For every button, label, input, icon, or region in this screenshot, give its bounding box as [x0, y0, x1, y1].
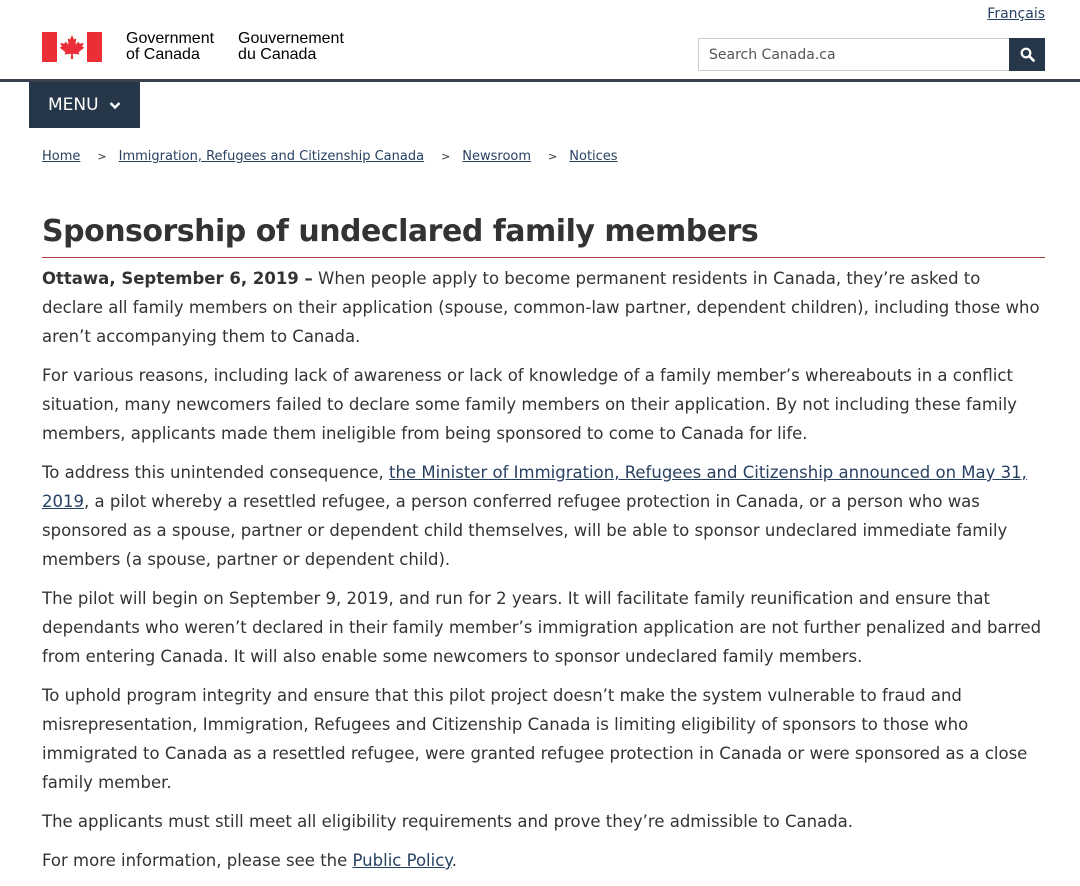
chevron-down-icon	[109, 101, 121, 110]
signature-english-line-2: of Canada	[126, 46, 200, 63]
paragraph-1	[42, 264, 1045, 351]
language-toggle-link[interactable]: Français	[987, 6, 1045, 22]
breadcrumb-home[interactable]: Home	[42, 149, 81, 164]
signature-english	[126, 31, 214, 63]
article-body	[42, 264, 1045, 885]
breadcrumb-notices[interactable]: Notices	[569, 149, 618, 164]
page-title: Sponsorship of undeclared family members	[42, 214, 759, 249]
paragraph-7-text-before: For more information, please see the	[42, 851, 353, 870]
breadcrumb	[42, 149, 618, 164]
paragraph-7-text-after: .	[451, 851, 457, 870]
dateline: Ottawa, September 6, 2019 –	[42, 269, 313, 288]
signature-french-line-2: du Canada	[238, 46, 317, 63]
paragraph-1-text: When people apply to become permanent residents in Canada, they’re asked to declare all family members on their application (spouse, common-law partner, dependent children), including those who aren’t accompanying them to Canada.	[42, 269, 1040, 346]
breadcrumb-separator: >	[548, 150, 558, 163]
signature-french-line-1: Gouvernement	[238, 30, 344, 47]
breadcrumb-newsroom[interactable]: Newsroom	[462, 149, 532, 164]
paragraph-7	[42, 846, 1045, 875]
goc-signature[interactable]	[42, 30, 368, 64]
paragraph-3-text-after: , a pilot whereby a resettled refugee, a person conferred refugee protection in Canada, or a person who was sponsored as a spouse, partner or dependent child themselves, will be able to sponsor undeclared immediate family members (a spouse, partner or dependent child).	[42, 492, 1008, 569]
paragraph-5: To uphold program integrity and ensure that this pilot project doesn’t make the system vulnerable to fraud and misrepresentation, Immigration, Refugees and Citizenship Canada is limiting eligibility of sponsors to those who immigrated to Canada as a resettled refugee, were granted refugee protection in Canada or were sponsored as a close family member.	[42, 686, 1028, 792]
breadcrumb-separator: >	[441, 150, 451, 163]
paragraph-3	[42, 458, 1045, 574]
paragraph-3-text-before: To address this unintended consequence,	[42, 463, 390, 482]
paragraph-2: For various reasons, including lack of awareness or lack of knowledge of a family member’s whereabouts in a conflict situation, many newcomers failed to declare some family members on their application. By not including these family members, applicants made them ineligible from being sponsored to come to Canada for life.	[42, 366, 1017, 443]
signature-english-line-1: Government	[126, 30, 215, 47]
minister-announcement-link[interactable]: the Minister of Immigration, Refugees and Citizenship announced on May 31, 2019	[42, 463, 1027, 511]
title-underline	[42, 257, 1045, 258]
public-policy-link[interactable]: Public Policy	[352, 851, 452, 870]
signature-french	[238, 31, 344, 63]
breadcrumb-ircc[interactable]: Immigration, Refugees and Citizenship Canada	[118, 149, 425, 164]
paragraph-4: The pilot will begin on September 9, 2019, and run for 2 years. It will facilitate family reunification and ensure that dependants who weren’t declared in their family member’s immigration application are not further penalized and barred from entering Canada. It will also enable some newcomers to sponsor undeclared family members.	[42, 589, 1042, 666]
breadcrumb-separator: >	[97, 150, 107, 163]
search-icon	[1020, 47, 1035, 62]
header-divider	[0, 79, 1080, 82]
search-button[interactable]	[1009, 38, 1045, 71]
search-input[interactable]	[698, 38, 1009, 71]
search-form	[698, 38, 1045, 71]
canada-flag-icon	[42, 32, 102, 62]
menu-label: MENU	[48, 95, 99, 115]
paragraph-6: The applicants must still meet all eligibility requirements and prove they’re admissible to Canada.	[42, 812, 854, 831]
menu-button[interactable]	[29, 82, 140, 128]
